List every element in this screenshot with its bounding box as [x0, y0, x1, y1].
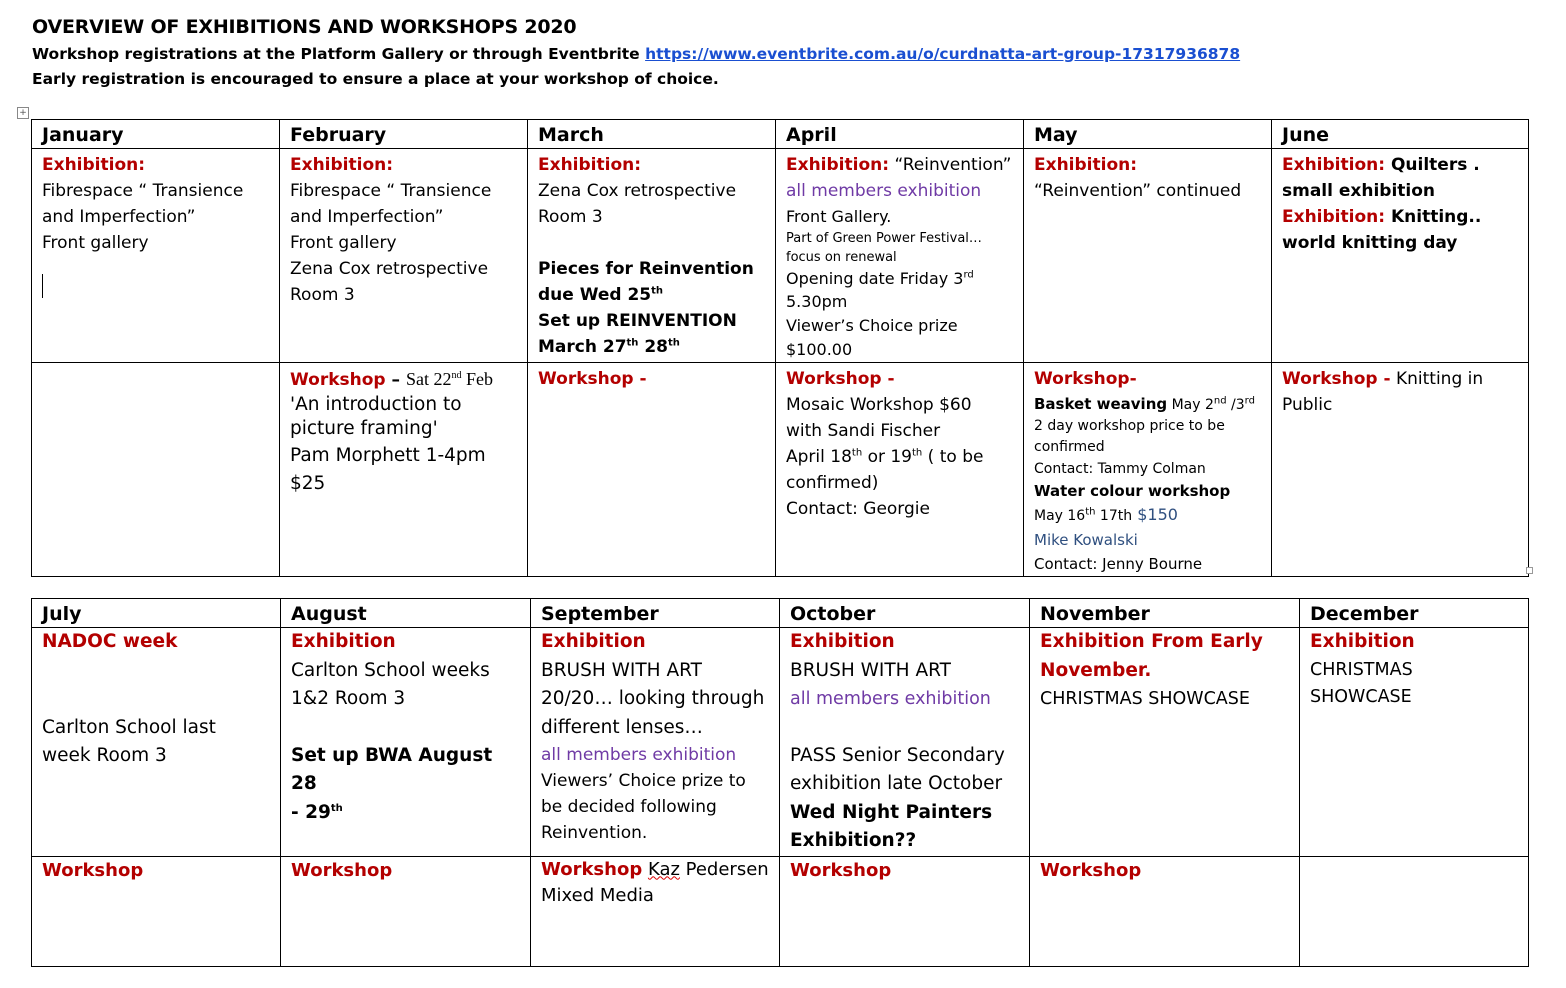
- cell-line: confirmed: [1034, 439, 1105, 455]
- exhibition-row: [32, 628, 1529, 857]
- cell-line: Pieces for Reinvention: [538, 259, 754, 279]
- cell-line: Carlton School last: [42, 716, 216, 738]
- exhibition-row: [32, 149, 1529, 363]
- exhibition-label: Exhibition:: [42, 155, 146, 175]
- text-cursor: [42, 274, 43, 298]
- workshop-label: Workshop: [1040, 859, 1142, 881]
- cell-line: Viewer’s Choice prize: [786, 316, 958, 335]
- exhibition-label: Exhibition: [291, 631, 396, 652]
- cell-line: May 16th 17th $150: [1034, 505, 1178, 524]
- workshop-label: Workshop: [42, 859, 144, 881]
- cell-line: 1&2 Room 3: [291, 688, 406, 709]
- registration-line: [32, 45, 1240, 63]
- cell-line: Viewers’ Choice prize to: [541, 771, 746, 791]
- all-members-note: all members exhibition: [786, 181, 982, 201]
- exhibition-label: November.: [1040, 659, 1152, 681]
- exhibition-label: Exhibition:: [290, 155, 394, 175]
- cell-line: Room 3: [538, 207, 603, 227]
- month-november: November: [1030, 599, 1300, 628]
- workshop-label: Workshop: [790, 859, 892, 881]
- workshop-label: Workshop: [291, 859, 393, 881]
- cell-line: Kaz: [647, 858, 680, 880]
- cell-line: be decided following: [541, 797, 717, 817]
- workshop-label: Workshop -: [1282, 369, 1391, 389]
- workshop-date: Sat 22nd Feb: [405, 369, 493, 389]
- september-exhibition-cell: [531, 628, 780, 857]
- workshop-row: [32, 363, 1529, 577]
- august-workshop-cell: [281, 856, 531, 966]
- september-workshop-cell: [531, 856, 780, 966]
- cell-line: Front gallery: [290, 233, 397, 253]
- eventbrite-link[interactable]: https://www.eventbrite.com.au/o/curdnatta-art-group-17317936878: [645, 45, 1241, 63]
- month-may: May: [1024, 120, 1272, 149]
- cell-line: Wed Night Painters: [790, 801, 993, 823]
- cell-line: $25: [290, 473, 326, 494]
- workshop-row: [32, 856, 1529, 966]
- month-august: August: [281, 599, 531, 628]
- month-february: February: [280, 120, 528, 149]
- cell-line: confirmed): [786, 473, 879, 493]
- exhibition-label: Exhibition:: [786, 155, 890, 175]
- cell-line: 2 day workshop price to be: [1034, 418, 1225, 434]
- cell-line: Part of Green Power Festival…: [786, 231, 982, 246]
- november-workshop-cell: [1030, 856, 1300, 966]
- cell-line: Set up BWA August 28: [291, 744, 493, 794]
- workshop-label: Workshop: [290, 370, 386, 390]
- month-december: December: [1300, 599, 1529, 628]
- june-workshop-cell: [1272, 363, 1529, 577]
- cell-line: exhibition late October: [790, 773, 1003, 794]
- cell-line: CHRISTMAS SHOWCASE: [1040, 689, 1250, 709]
- cell-line: due Wed 25th: [538, 285, 664, 305]
- cell-line: Fibrespace “ Transience: [42, 181, 244, 201]
- exhibition-label: Exhibition: [790, 631, 895, 652]
- cell-line: picture framing': [290, 418, 438, 439]
- cell-line: April 18th or 19th ( to be: [786, 447, 984, 467]
- month-march: March: [528, 120, 776, 149]
- cell-line: Front gallery: [42, 233, 149, 253]
- cell-line: Basket weaving May 2nd /3rd: [1034, 395, 1255, 413]
- workshop-label: Workshop: [541, 858, 643, 880]
- all-members-note: all members exhibition: [541, 745, 737, 765]
- schedule-table-second-half: [31, 598, 1529, 967]
- november-exhibition-cell: [1030, 628, 1300, 857]
- cell-line: week Room 3: [42, 745, 167, 766]
- cell-line: March 27th 28th: [538, 337, 680, 357]
- cell-line: Public: [1282, 395, 1333, 415]
- january-exhibition-cell: [32, 149, 280, 363]
- exhibition-label: Exhibition: [1310, 631, 1415, 652]
- cell-line: Exhibition??: [790, 830, 917, 851]
- march-exhibition-cell: [528, 149, 776, 363]
- may-workshop-cell: [1024, 363, 1272, 577]
- month-header-row: [32, 120, 1529, 149]
- july-exhibition-cell: [32, 628, 281, 857]
- july-workshop-cell: [32, 856, 281, 966]
- cell-line: Set up REINVENTION: [538, 311, 737, 331]
- cell-line: world knitting day: [1282, 233, 1458, 253]
- all-members-note: all members exhibition: [790, 689, 991, 709]
- february-workshop-cell: Workshop – Sat 22nd Feb 'An introduction to picture framing' Pam Morphett 1-4pm $25: [280, 363, 528, 577]
- month-september: September: [531, 599, 780, 628]
- workshop-label: Workshop -: [786, 369, 895, 389]
- exhibition-label: Exhibition:: [1282, 207, 1386, 227]
- month-october: October: [780, 599, 1030, 628]
- cell-line: Pedersen: [679, 858, 769, 880]
- cell-line: Quilters .: [1385, 155, 1480, 175]
- cell-line: BRUSH WITH ART: [790, 659, 951, 681]
- october-exhibition-cell: [780, 628, 1030, 857]
- cell-line: Room 3: [290, 285, 355, 305]
- month-july: July: [32, 599, 281, 628]
- cell-line: 'An introduction to: [290, 394, 462, 415]
- august-exhibition-cell: [281, 628, 531, 857]
- workshop-label: Workshop -: [538, 369, 647, 389]
- cell-line: CHRISTMAS: [1310, 659, 1413, 680]
- december-workshop-cell: [1300, 856, 1529, 966]
- cell-line: Knitting..: [1385, 207, 1482, 227]
- cell-line: and Imperfection”: [290, 207, 444, 227]
- april-workshop-cell: [776, 363, 1024, 577]
- cell-line: small exhibition: [1282, 181, 1436, 201]
- cell-line: with Sandi Fischer: [786, 421, 941, 441]
- cell-line: Water colour workshop: [1034, 482, 1231, 500]
- cell-line: Opening date Friday 3rd: [786, 269, 974, 288]
- month-january: January: [32, 120, 280, 149]
- cell-line: Contact: Georgie: [786, 499, 930, 519]
- cell-line: Pam Morphett 1-4pm: [290, 445, 486, 466]
- february-exhibition-cell: [280, 149, 528, 363]
- table-resize-handle[interactable]: [1526, 567, 1533, 574]
- cell-line: Fibrespace “ Transience: [290, 181, 492, 201]
- cell-line: Reinvention.: [541, 823, 648, 843]
- month-header-row: [32, 599, 1529, 628]
- cell-line: and Imperfection”: [42, 207, 196, 227]
- october-workshop-cell: [780, 856, 1030, 966]
- cell-line: focus on renewal: [786, 250, 897, 265]
- cell-line: Carlton School weeks: [291, 659, 490, 681]
- cell-line: Contact: Tammy Colman: [1034, 461, 1206, 477]
- cell-line: 20/20… looking through: [541, 688, 765, 709]
- cell-line: BRUSH WITH ART: [541, 659, 702, 681]
- cell-line: Front Gallery.: [786, 207, 892, 226]
- cell-line: 5.30pm: [786, 292, 848, 311]
- december-exhibition-cell: [1300, 628, 1529, 857]
- cell-line: different lenses…: [541, 716, 703, 738]
- exhibition-label: Exhibition:: [538, 155, 642, 175]
- exhibition-label: Exhibition From Early: [1040, 631, 1263, 652]
- cell-line: Zena Cox retrospective: [290, 259, 489, 279]
- exhibition-label: Exhibition: [541, 631, 646, 652]
- table-move-handle-icon[interactable]: +: [17, 107, 29, 119]
- may-exhibition-cell: [1024, 149, 1272, 363]
- schedule-table-first-half: [31, 119, 1529, 577]
- cell-line: Mike Kowalski: [1034, 531, 1138, 549]
- cell-line: Mosaic Workshop $60: [786, 395, 972, 415]
- month-june: June: [1272, 120, 1529, 149]
- exhibition-title: “Reinvention”: [889, 155, 1012, 175]
- registration-text: Workshop registrations at the Platform Gallery or through Eventbrite: [32, 45, 646, 63]
- april-exhibition-cell: [776, 149, 1024, 363]
- page-title: OVERVIEW OF EXHIBITIONS AND WORKSHOPS 2020: [32, 16, 577, 38]
- early-registration-note: Early registration is encouraged to ensure a place at your workshop of choice.: [32, 70, 719, 88]
- cell-line: - 29th: [291, 801, 343, 823]
- june-exhibition-cell: [1272, 149, 1529, 363]
- cell-line: Knitting in: [1390, 369, 1484, 389]
- exhibition-label: NADOC week: [42, 631, 178, 652]
- cell-line: PASS Senior Secondary: [790, 744, 1005, 766]
- march-workshop-cell: [528, 363, 776, 577]
- cell-line: Contact: Jenny Bourne: [1034, 555, 1203, 573]
- cell-line: “Reinvention” continued: [1034, 181, 1242, 201]
- cell-line: Zena Cox retrospective: [538, 181, 737, 201]
- cell-line: Mixed Media: [541, 884, 654, 906]
- cell-line: $100.00: [786, 340, 853, 359]
- exhibition-label: Exhibition:: [1282, 155, 1386, 175]
- january-workshop-cell: [32, 363, 280, 577]
- exhibition-label: Exhibition:: [1034, 155, 1138, 175]
- workshop-label: Workshop-: [1034, 369, 1137, 389]
- cell-line: SHOWCASE: [1310, 686, 1412, 707]
- month-april: April: [776, 120, 1024, 149]
